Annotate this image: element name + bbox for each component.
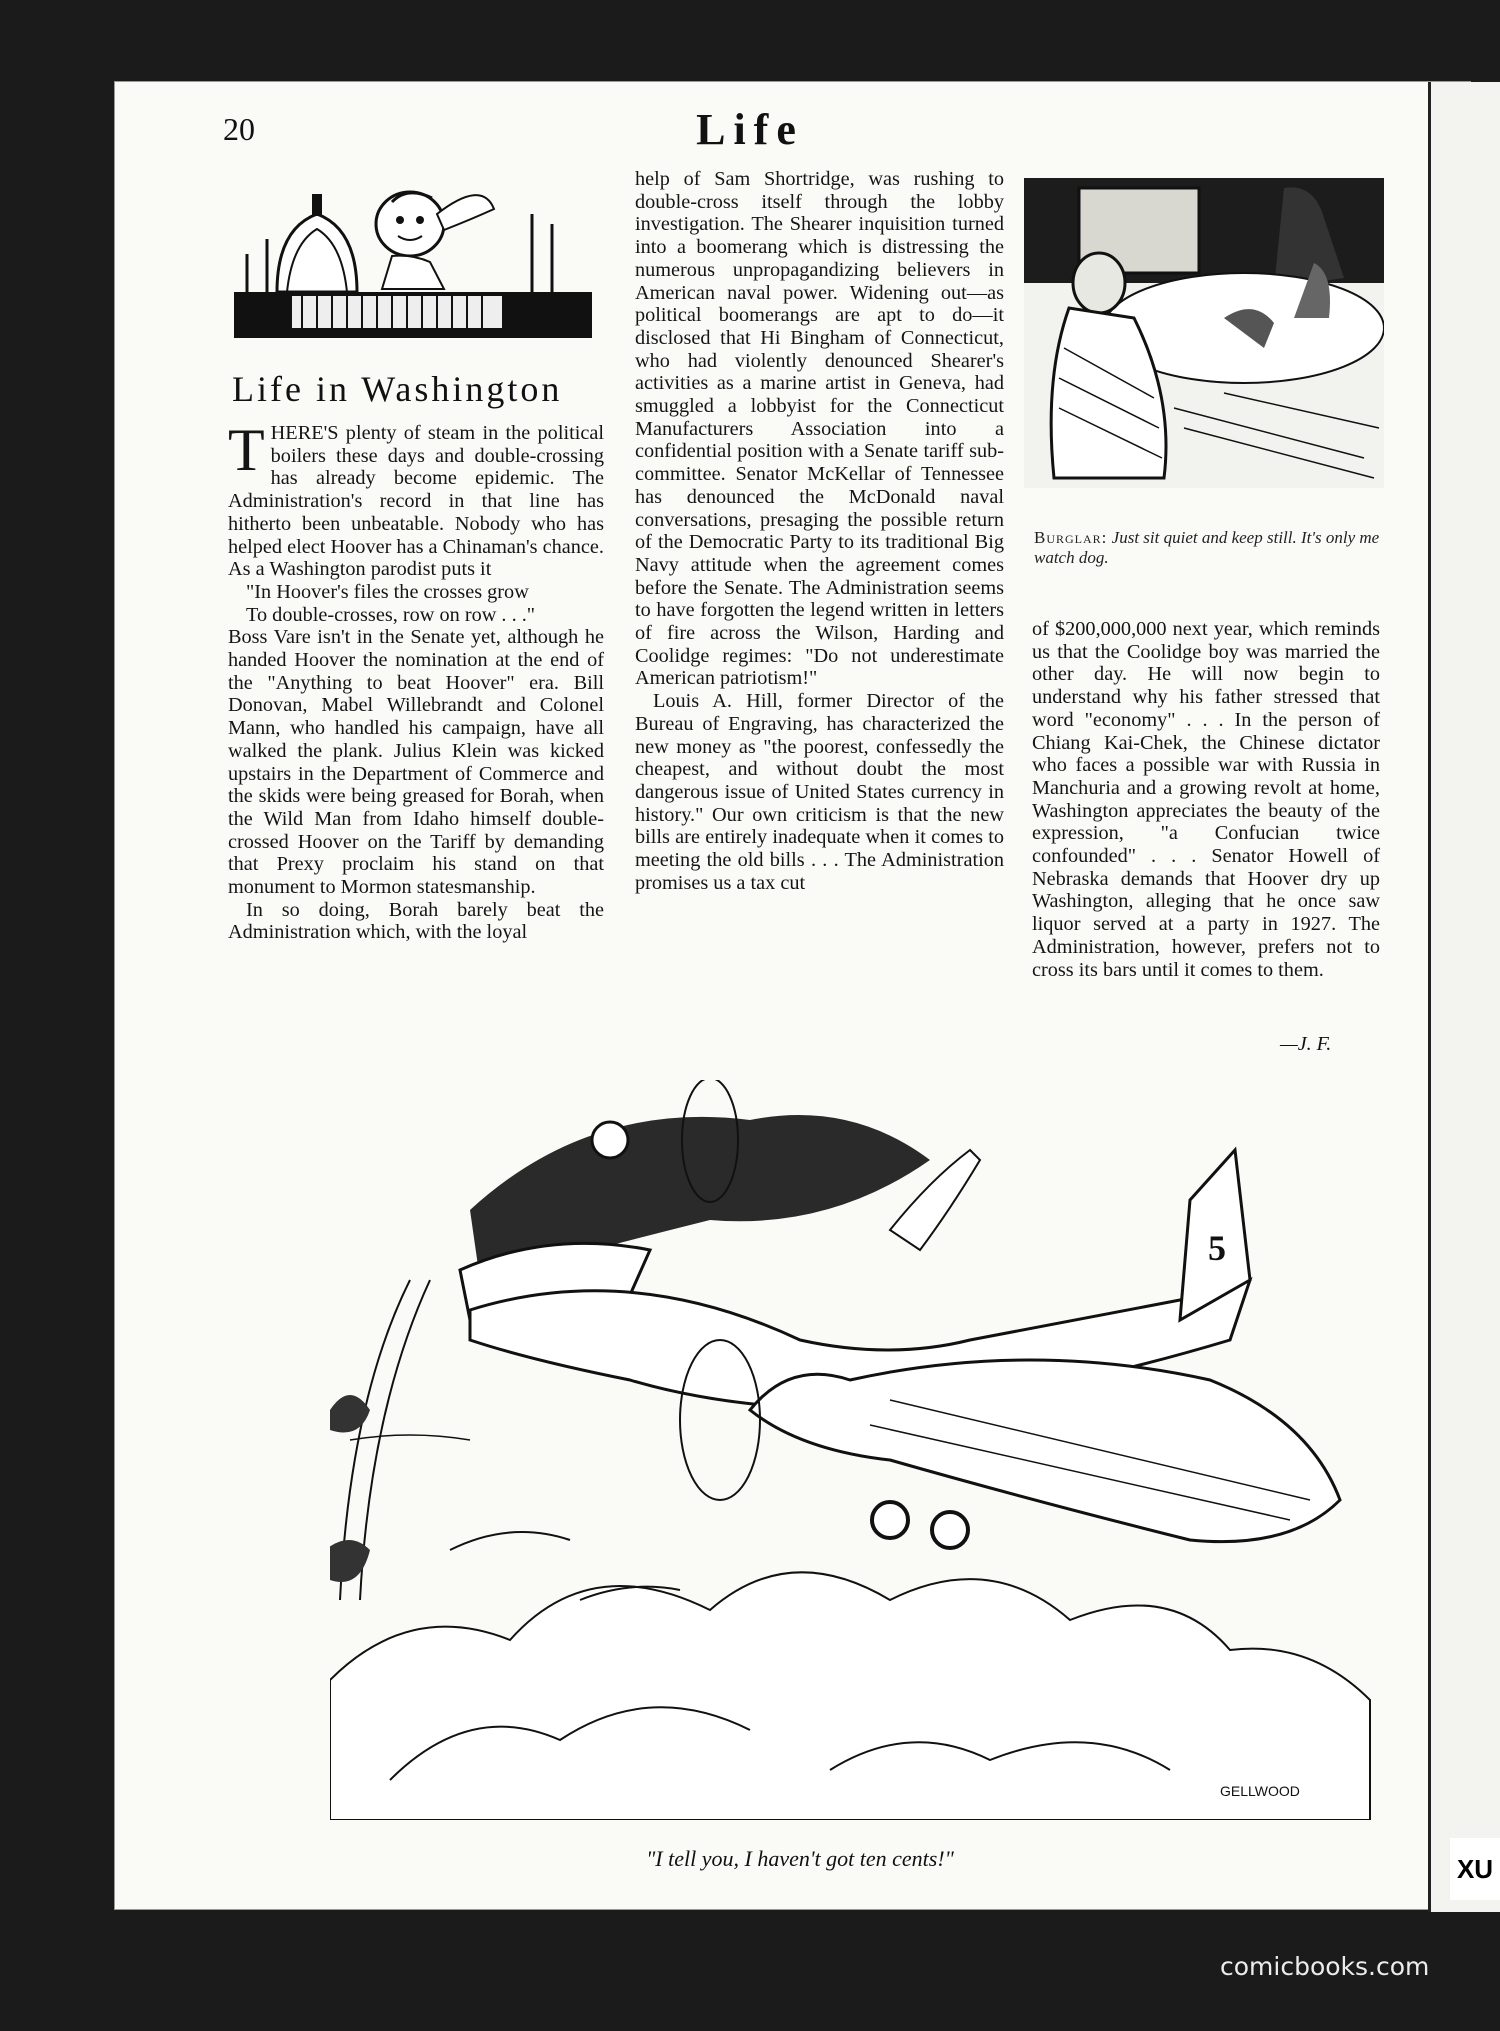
capitol-cherub-illustration xyxy=(232,174,597,344)
masthead: Life xyxy=(696,105,804,154)
article-column-3 xyxy=(1032,618,1380,981)
paragraph: In so doing, Borah barely beat the Administration which, with the loyal xyxy=(228,898,604,944)
airplane-cartoon-illustration xyxy=(330,1080,1390,1820)
burglar-caption xyxy=(1034,528,1380,568)
verse-line: "In Hoover's files the crosses grow xyxy=(246,580,529,603)
paragraph: THERE'S plenty of steam in the political boilers these days and double-crossing has already become epidemic. The Administration's record in that line has hitherto been unbeatable. Nobody who has helped elect Hoover has a Chinaman's chance. As a Washington parodist puts it xyxy=(228,417,604,581)
artist-signature: GELLWOOD xyxy=(1220,1783,1300,1799)
verse-line: To double-crosses, row on row . . ." xyxy=(246,603,536,626)
paragraph: Boss Vare isn't in the Senate yet, although he handed Hoover the nomination at the end of the "Anything to beat Hoover" era. Bill Donovan, Mabel Willebrandt and Colonel Mann, who handled his campaign, have all walked the plank. Julius Klein was kicked upstairs in the Department of Commerce and the skids were being greased for Borah, when the Wild Man from Idaho himself double-crossed Hoover on the Tariff by demanding that Prexy proclaim his stand on that monument to Mormon statesmanship. xyxy=(228,626,604,899)
article-column-2 xyxy=(635,168,1004,895)
speaker-label: Burglar: xyxy=(1034,528,1108,547)
author-signature: —J. F. xyxy=(1280,1033,1332,1055)
paragraph: Louis A. Hill, former Director of the Bureau of Engraving, has characterized the new money as "the poorest, confessedly the cheapest, and without doubt the most dangerous issue of United States currency in history." Our own criticism is that the new bills are entirely inadequate when it comes to meeting the old bills . . . The Administration promises us a tax cut xyxy=(635,690,1004,894)
burglar-cartoon-illustration xyxy=(1024,178,1384,488)
article-heading: Life in Washington xyxy=(232,369,563,409)
facing-page-edge xyxy=(1428,82,1500,1912)
article-column-1 xyxy=(228,417,604,944)
paragraph: help of Sam Shortridge, was rushing to double-cross itself through the lobby investigation. The Shearer inquisition turned into a boomerang which is distressing the numerous unpropagandizing believers in American naval power. Widening out—as political boomerangs are apt to do—it disclosed that Hi Bingham of Connecticut, who had violently denounced Shearer's activities as a marine artist in Geneva, had smuggled a lobbyist for the Connecticut Manufacturers Association into a confidential position with a Senate tariff sub-committee. Senator McKellar of Tennessee has denounced the McDonald naval conversations, presaging the possible return of the Democratic Party to its traditional Big Navy attitude when the agreement comes before the Senate. The Administration seems to have forgotten the legend written in letters of fire across the Wilson, Harding and Coolidge regimes: "Do not underestimate American patriotism!" xyxy=(635,168,1004,690)
side-tab: XU xyxy=(1450,1838,1500,1900)
watermark: comicbooks.com xyxy=(1220,1952,1430,1981)
drop-cap: T xyxy=(228,417,265,483)
paragraph: of $200,000,000 next year, which reminds us that the Coolidge boy was married the other day. He will now begin to understand why his father stressed that word "economy" . . . In the person of Chiang Kai-Chek, the Chinese dictator who faces a possible war with Russia in Manchuria and a growing revolt at home, Washington appreciates the beauty of the expression, "a Confucian twice confounded" . . . Senator Howell of Nebraska demands that Hoover dry up Washington, alleging that he once saw liquor served at a party in 1927. The Administration, however, prefers not to cross its bars until it comes to them. xyxy=(1032,618,1380,981)
caption-text: Just sit quiet and keep still. It's only me watch dog. xyxy=(1034,528,1380,567)
plane-number: 5 xyxy=(1208,1228,1226,1268)
page-number: 20 xyxy=(223,111,255,147)
cartoon-caption: "I tell you, I haven't got ten cents!" xyxy=(646,1846,954,1871)
